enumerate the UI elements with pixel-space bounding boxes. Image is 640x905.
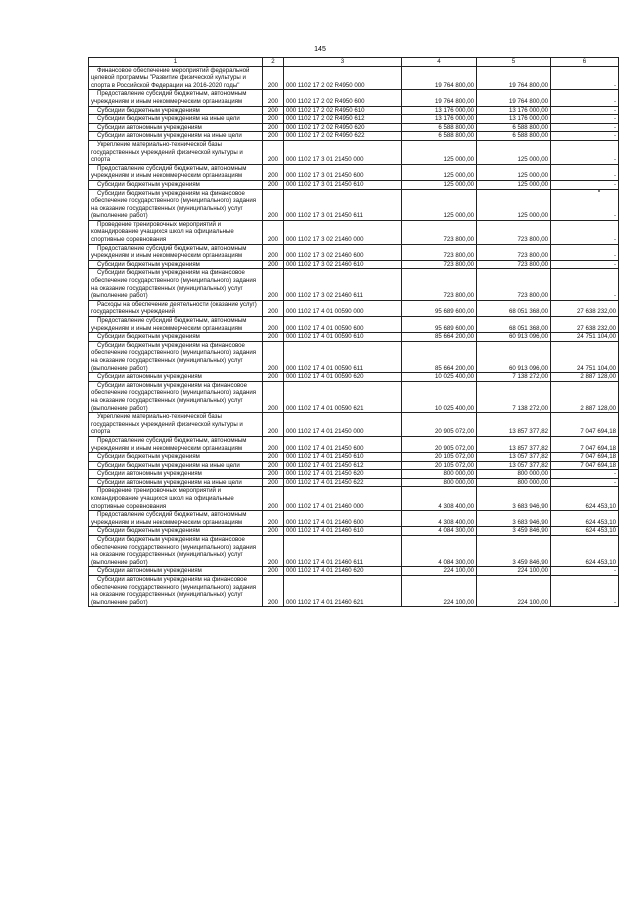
unexecuted-amount: 24 751 104,00 bbox=[551, 341, 619, 372]
table-row bbox=[89, 381, 619, 412]
budget-classification-code: 000 1102 17 4 01 21450 000 bbox=[284, 413, 402, 437]
row-code: 200 bbox=[263, 269, 284, 300]
budget-classification-code: 000 1102 17 4 01 21450 612 bbox=[284, 461, 402, 470]
unexecuted-amount: - bbox=[551, 115, 619, 124]
executed-amount: 800 000,00 bbox=[477, 478, 551, 487]
budget-classification-code: 000 1102 17 3 01 21450 600 bbox=[284, 164, 402, 180]
row-description: Субсидии автономным учреждениям bbox=[89, 373, 263, 382]
row-code: 200 bbox=[263, 567, 284, 576]
executed-amount: 723 800,00 bbox=[477, 260, 551, 269]
table-row bbox=[89, 180, 619, 189]
row-description: Укрепление материально-технической базы государственных учреждений физической культуры и спорта bbox=[89, 413, 263, 437]
budget-classification-code: 000 1102 17 3 01 21450 610 bbox=[284, 180, 402, 189]
row-code: 200 bbox=[263, 132, 284, 141]
executed-amount: 7 138 272,00 bbox=[477, 373, 551, 382]
table-row bbox=[89, 132, 619, 141]
column-header: 4 bbox=[402, 58, 477, 67]
executed-amount: 800 000,00 bbox=[477, 470, 551, 479]
column-header: 5 bbox=[477, 58, 551, 67]
approved-amount: 224 100,00 bbox=[402, 576, 477, 607]
row-code: 200 bbox=[263, 333, 284, 342]
unexecuted-amount: 27 638 232,00 bbox=[551, 317, 619, 333]
row-code: 200 bbox=[263, 260, 284, 269]
approved-amount: 723 800,00 bbox=[402, 220, 477, 244]
row-code: 200 bbox=[263, 413, 284, 437]
row-code: 200 bbox=[263, 300, 284, 316]
budget-classification-code: 000 1102 17 3 02 21460 610 bbox=[284, 260, 402, 269]
budget-classification-code: 000 1102 17 4 01 21450 622 bbox=[284, 478, 402, 487]
unexecuted-amount: 2 887 128,00 bbox=[551, 381, 619, 412]
approved-amount: 723 800,00 bbox=[402, 244, 477, 260]
unexecuted-amount: 624 453,10 bbox=[551, 536, 619, 567]
approved-amount: 20 905 072,00 bbox=[402, 413, 477, 437]
row-description: Субсидии бюджетным учреждениям bbox=[89, 333, 263, 342]
row-code: 200 bbox=[263, 317, 284, 333]
row-description: Субсидии бюджетным учреждениям на иные цели bbox=[89, 115, 263, 124]
row-code: 200 bbox=[263, 90, 284, 106]
row-description: Предоставление субсидий бюджетным, автономным учреждениям и иным некоммерческим организациям bbox=[89, 244, 263, 260]
row-code: 200 bbox=[263, 106, 284, 115]
approved-amount: 19 764 800,00 bbox=[402, 66, 477, 90]
row-code: 200 bbox=[263, 576, 284, 607]
executed-amount: 13 057 377,82 bbox=[477, 461, 551, 470]
row-description: Субсидии бюджетным учреждениям на финансовое обеспечение государственного (муниципального) задания на оказание государственных (муниципальных) услуг (выполнение работ) bbox=[89, 269, 263, 300]
approved-amount: 10 025 400,00 bbox=[402, 381, 477, 412]
executed-amount: 125 000,00 bbox=[477, 164, 551, 180]
unexecuted-amount: 7 047 694,18 bbox=[551, 453, 619, 462]
table-row bbox=[89, 140, 619, 164]
executed-amount: 723 800,00 bbox=[477, 220, 551, 244]
executed-amount: 60 913 096,00 bbox=[477, 333, 551, 342]
budget-classification-code: 000 1102 17 4 01 00590 610 bbox=[284, 333, 402, 342]
table-row bbox=[89, 189, 619, 220]
executed-amount: 3 459 846,90 bbox=[477, 527, 551, 536]
executed-amount: 224 100,00 bbox=[477, 567, 551, 576]
unexecuted-amount: - bbox=[551, 140, 619, 164]
approved-amount: 125 000,00 bbox=[402, 164, 477, 180]
executed-amount: 3 459 846,90 bbox=[477, 536, 551, 567]
unexecuted-amount: 24 751 104,00 bbox=[551, 333, 619, 342]
approved-amount: 800 000,00 bbox=[402, 478, 477, 487]
executed-amount: 125 000,00 bbox=[477, 180, 551, 189]
unexecuted-amount: 7 047 694,18 bbox=[551, 461, 619, 470]
approved-amount: 723 800,00 bbox=[402, 260, 477, 269]
budget-classification-code: 000 1102 17 4 01 21460 620 bbox=[284, 567, 402, 576]
budget-classification-code: 000 1102 17 4 01 21450 600 bbox=[284, 436, 402, 452]
row-description: Субсидии бюджетным учреждениям на финансовое обеспечение государственного (муниципального) задания на оказание государственных (муниципальных) услуг (выполнение работ) bbox=[89, 189, 263, 220]
column-header: 6 bbox=[551, 58, 619, 67]
executed-amount: 125 000,00 bbox=[477, 189, 551, 220]
column-header: 3 bbox=[284, 58, 402, 67]
table-row bbox=[89, 567, 619, 576]
table-row bbox=[89, 115, 619, 124]
executed-amount: 224 100,00 bbox=[477, 576, 551, 607]
table-row bbox=[89, 333, 619, 342]
budget-classification-code: 000 1102 17 2 02 R4950 620 bbox=[284, 123, 402, 132]
approved-amount: 125 000,00 bbox=[402, 140, 477, 164]
executed-amount: 6 588 800,00 bbox=[477, 132, 551, 141]
budget-classification-code: 000 1102 17 4 01 00590 621 bbox=[284, 381, 402, 412]
unexecuted-amount: 2 887 128,00 bbox=[551, 373, 619, 382]
row-code: 200 bbox=[263, 461, 284, 470]
budget-classification-code: 000 1102 17 3 02 21460 600 bbox=[284, 244, 402, 260]
approved-amount: 20 105 072,00 bbox=[402, 453, 477, 462]
row-description: Предоставление субсидий бюджетным, автономным учреждениям и иным некоммерческим организациям bbox=[89, 164, 263, 180]
row-description: Субсидии бюджетным учреждениям bbox=[89, 180, 263, 189]
unexecuted-amount: - bbox=[551, 106, 619, 115]
table-row bbox=[89, 317, 619, 333]
budget-classification-code: 000 1102 17 4 01 21450 620 bbox=[284, 470, 402, 479]
approved-amount: 85 664 200,00 bbox=[402, 341, 477, 372]
executed-amount: 125 000,00 bbox=[477, 140, 551, 164]
approved-amount: 125 000,00 bbox=[402, 189, 477, 220]
table-row bbox=[89, 511, 619, 527]
approved-amount: 125 000,00 bbox=[402, 180, 477, 189]
unexecuted-amount: - bbox=[551, 220, 619, 244]
approved-amount: 4 308 400,00 bbox=[402, 511, 477, 527]
budget-classification-code: 000 1102 17 4 01 00590 600 bbox=[284, 317, 402, 333]
executed-amount: 3 683 946,90 bbox=[477, 511, 551, 527]
executed-amount: 6 588 800,00 bbox=[477, 123, 551, 132]
unexecuted-amount: - bbox=[551, 470, 619, 479]
row-description: Субсидии автономным учреждениям bbox=[89, 470, 263, 479]
unexecuted-amount: - bbox=[551, 90, 619, 106]
budget-classification-code: 000 1102 17 2 02 R4950 612 bbox=[284, 115, 402, 124]
approved-amount: 6 588 800,00 bbox=[402, 123, 477, 132]
unexecuted-amount: - bbox=[551, 269, 619, 300]
row-description: Субсидии автономным учреждениям на финансовое обеспечение государственного (муниципального) задания на оказание государственных (муниципальных) услуг (выполнение работ) bbox=[89, 576, 263, 607]
row-code: 200 bbox=[263, 164, 284, 180]
executed-amount: 68 051 368,00 bbox=[477, 317, 551, 333]
row-code: 200 bbox=[263, 66, 284, 90]
budget-classification-code: 000 1102 17 2 02 R4950 610 bbox=[284, 106, 402, 115]
approved-amount: 800 000,00 bbox=[402, 470, 477, 479]
budget-classification-code: 000 1102 17 2 02 R4950 600 bbox=[284, 90, 402, 106]
executed-amount: 723 800,00 bbox=[477, 244, 551, 260]
unexecuted-amount: - bbox=[551, 244, 619, 260]
row-code: 200 bbox=[263, 511, 284, 527]
budget-classification-code: 000 1102 17 3 01 21450 000 bbox=[284, 140, 402, 164]
executed-amount: 13 176 000,00 bbox=[477, 115, 551, 124]
table-row bbox=[89, 470, 619, 479]
executed-amount: 60 913 096,00 bbox=[477, 341, 551, 372]
approved-amount: 4 084 300,00 bbox=[402, 527, 477, 536]
row-code: 200 bbox=[263, 470, 284, 479]
row-description: Субсидии автономным учреждениям на финансовое обеспечение государственного (муниципального) задания на оказание государственных (муниципальных) услуг (выполнение работ) bbox=[89, 381, 263, 412]
scan-speck bbox=[598, 190, 600, 192]
executed-amount: 68 051 368,00 bbox=[477, 300, 551, 316]
row-code: 200 bbox=[263, 536, 284, 567]
executed-amount: 3 683 946,90 bbox=[477, 487, 551, 511]
row-code: 200 bbox=[263, 123, 284, 132]
budget-classification-code: 000 1102 17 4 01 21460 621 bbox=[284, 576, 402, 607]
approved-amount: 4 084 300,00 bbox=[402, 536, 477, 567]
unexecuted-amount: - bbox=[551, 66, 619, 90]
approved-amount: 13 176 000,00 bbox=[402, 106, 477, 115]
row-code: 200 bbox=[263, 478, 284, 487]
table-row bbox=[89, 260, 619, 269]
row-description: Субсидии бюджетным учреждениям на финансовое обеспечение государственного (муниципального) задания на оказание государственных (муниципальных) услуг (выполнение работ) bbox=[89, 536, 263, 567]
budget-classification-code: 000 1102 17 4 01 21460 610 bbox=[284, 527, 402, 536]
budget-classification-code: 000 1102 17 2 02 R4950 000 bbox=[284, 66, 402, 90]
row-code: 200 bbox=[263, 341, 284, 372]
approved-amount: 19 764 800,00 bbox=[402, 90, 477, 106]
executed-amount: 13 857 377,82 bbox=[477, 413, 551, 437]
row-code: 200 bbox=[263, 487, 284, 511]
unexecuted-amount: - bbox=[551, 123, 619, 132]
approved-amount: 4 308 400,00 bbox=[402, 487, 477, 511]
approved-amount: 20 905 072,00 bbox=[402, 436, 477, 452]
row-description: Субсидии бюджетным учреждениям bbox=[89, 260, 263, 269]
row-description: Предоставление субсидий бюджетным, автономным учреждениям и иным некоммерческим организациям bbox=[89, 511, 263, 527]
row-code: 200 bbox=[263, 244, 284, 260]
row-description: Субсидии автономным учреждениям bbox=[89, 123, 263, 132]
table-row bbox=[89, 478, 619, 487]
table-row bbox=[89, 341, 619, 372]
budget-classification-code: 000 1102 17 3 01 21450 611 bbox=[284, 189, 402, 220]
row-description: Субсидии бюджетным учреждениям bbox=[89, 106, 263, 115]
approved-amount: 6 588 800,00 bbox=[402, 132, 477, 141]
row-description: Субсидии автономным учреждениям на иные цели bbox=[89, 478, 263, 487]
approved-amount: 723 800,00 bbox=[402, 269, 477, 300]
table-header-row bbox=[89, 58, 619, 67]
unexecuted-amount: 624 453,10 bbox=[551, 527, 619, 536]
row-description: Предоставление субсидий бюджетным, автономным учреждениям и иным некоммерческим организациям bbox=[89, 90, 263, 106]
executed-amount: 19 764 800,00 bbox=[477, 90, 551, 106]
budget-classification-code: 000 1102 17 4 01 21460 611 bbox=[284, 536, 402, 567]
unexecuted-amount: - bbox=[551, 576, 619, 607]
approved-amount: 95 689 600,00 bbox=[402, 317, 477, 333]
row-description: Предоставление субсидий бюджетным, автономным учреждениям и иным некоммерческим организациям bbox=[89, 436, 263, 452]
unexecuted-amount: - bbox=[551, 132, 619, 141]
unexecuted-amount: 7 047 694,18 bbox=[551, 413, 619, 437]
row-description: Укрепление материально-технической базы государственных учреждений физической культуры и спорта bbox=[89, 140, 263, 164]
budget-classification-code: 000 1102 17 4 01 00590 000 bbox=[284, 300, 402, 316]
budget-table bbox=[88, 57, 619, 607]
row-description: Проведение тренировочных мероприятий и командирование учащихся школ на официальные спортивные соревнования bbox=[89, 487, 263, 511]
row-code: 200 bbox=[263, 453, 284, 462]
executed-amount: 13 057 377,82 bbox=[477, 453, 551, 462]
budget-classification-code: 000 1102 17 4 01 21460 000 bbox=[284, 487, 402, 511]
row-code: 200 bbox=[263, 140, 284, 164]
executed-amount: 13 857 377,82 bbox=[477, 436, 551, 452]
unexecuted-amount: 624 453,10 bbox=[551, 487, 619, 511]
row-description: Субсидии бюджетным учреждениям bbox=[89, 453, 263, 462]
unexecuted-amount: - bbox=[551, 189, 619, 220]
row-code: 200 bbox=[263, 180, 284, 189]
unexecuted-amount: 7 047 694,18 bbox=[551, 436, 619, 452]
row-code: 200 bbox=[263, 189, 284, 220]
approved-amount: 224 100,00 bbox=[402, 567, 477, 576]
row-description: Субсидии бюджетным учреждениям bbox=[89, 527, 263, 536]
unexecuted-amount: - bbox=[551, 478, 619, 487]
budget-classification-code: 000 1102 17 4 01 21460 600 bbox=[284, 511, 402, 527]
table-row bbox=[89, 527, 619, 536]
approved-amount: 85 664 200,00 bbox=[402, 333, 477, 342]
row-description: Субсидии автономным учреждениям bbox=[89, 567, 263, 576]
table-row bbox=[89, 123, 619, 132]
budget-classification-code: 000 1102 17 4 01 00590 611 bbox=[284, 341, 402, 372]
budget-classification-code: 000 1102 17 3 02 21460 000 bbox=[284, 220, 402, 244]
row-code: 200 bbox=[263, 381, 284, 412]
column-header: 2 bbox=[263, 58, 284, 67]
unexecuted-amount: - bbox=[551, 180, 619, 189]
budget-classification-code: 000 1102 17 4 01 00590 620 bbox=[284, 373, 402, 382]
row-description: Расходы на обеспечение деятельности (оказание услуг) государственных учреждений bbox=[89, 300, 263, 316]
row-description: Предоставление субсидий бюджетным, автономным учреждениям и иным некоммерческим организациям bbox=[89, 317, 263, 333]
unexecuted-amount: - bbox=[551, 567, 619, 576]
table-row bbox=[89, 453, 619, 462]
table-row bbox=[89, 536, 619, 567]
unexecuted-amount: 624 453,10 bbox=[551, 511, 619, 527]
budget-classification-code: 000 1102 17 2 02 R4950 622 bbox=[284, 132, 402, 141]
row-code: 200 bbox=[263, 220, 284, 244]
unexecuted-amount: 27 638 232,00 bbox=[551, 300, 619, 316]
table-row bbox=[89, 436, 619, 452]
table-row bbox=[89, 461, 619, 470]
table-row bbox=[89, 66, 619, 90]
row-description: Субсидии бюджетным учреждениям на финансовое обеспечение государственного (муниципального) задания на оказание государственных (муниципальных) услуг (выполнение работ) bbox=[89, 341, 263, 372]
row-description: Субсидии бюджетным учреждениям на иные цели bbox=[89, 461, 263, 470]
approved-amount: 95 689 600,00 bbox=[402, 300, 477, 316]
column-header: 1 bbox=[89, 58, 263, 67]
page-number: 145 bbox=[314, 46, 326, 53]
table-row bbox=[89, 300, 619, 316]
table-row bbox=[89, 373, 619, 382]
table-row bbox=[89, 269, 619, 300]
unexecuted-amount: - bbox=[551, 260, 619, 269]
approved-amount: 13 176 000,00 bbox=[402, 115, 477, 124]
table-row bbox=[89, 576, 619, 607]
unexecuted-amount: - bbox=[551, 164, 619, 180]
table-row bbox=[89, 90, 619, 106]
row-code: 200 bbox=[263, 527, 284, 536]
executed-amount: 13 176 000,00 bbox=[477, 106, 551, 115]
approved-amount: 20 105 072,00 bbox=[402, 461, 477, 470]
row-description: Проведение тренировочных мероприятий и командирование учащихся школ на официальные спортивные соревнования bbox=[89, 220, 263, 244]
executed-amount: 19 764 800,00 bbox=[477, 66, 551, 90]
executed-amount: 7 138 272,00 bbox=[477, 381, 551, 412]
approved-amount: 10 025 400,00 bbox=[402, 373, 477, 382]
table-row bbox=[89, 164, 619, 180]
table-row bbox=[89, 220, 619, 244]
budget-classification-code: 000 1102 17 4 01 21450 610 bbox=[284, 453, 402, 462]
table-row bbox=[89, 487, 619, 511]
budget-classification-code: 000 1102 17 3 02 21460 611 bbox=[284, 269, 402, 300]
row-description: Финансовое обеспечение мероприятий федеральной целевой программы "Развитие физической культуры и спорта в Российской Федерации на 2016-2020 годы" bbox=[89, 66, 263, 90]
executed-amount: 723 800,00 bbox=[477, 269, 551, 300]
table-row bbox=[89, 413, 619, 437]
row-description: Субсидии автономным учреждениям на иные цели bbox=[89, 132, 263, 141]
table-row bbox=[89, 244, 619, 260]
row-code: 200 bbox=[263, 373, 284, 382]
row-code: 200 bbox=[263, 436, 284, 452]
table-row bbox=[89, 106, 619, 115]
row-code: 200 bbox=[263, 115, 284, 124]
